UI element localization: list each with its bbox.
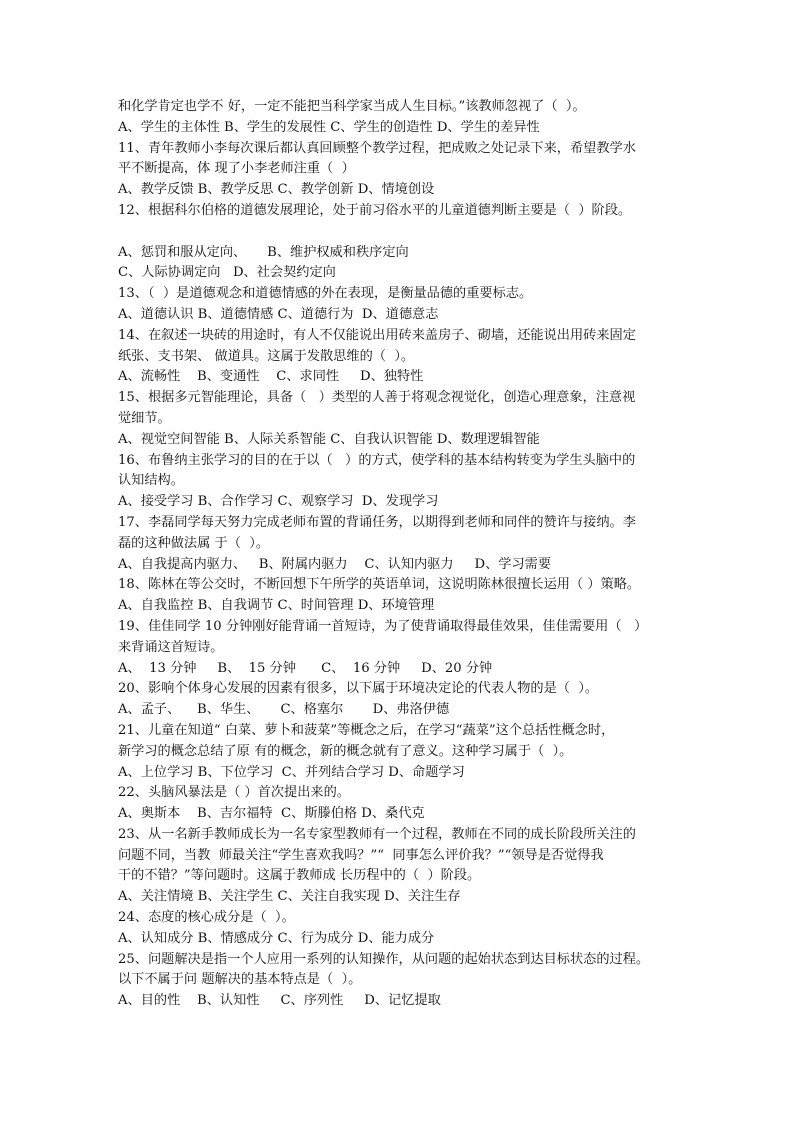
answer-options: A、自我监控 B、自我调节 C、时间管理 D、环境管理 bbox=[118, 598, 435, 614]
question-11: 11、青年教师小李每次课后都认真回顾整个教学过程，把成败之处记录下来，希望教学水 bbox=[118, 140, 636, 156]
answer-options: A、学生的主体性 B、学生的发展性 C、学生的创造性 D、学生的差异性 bbox=[118, 119, 540, 135]
question-19: 19、佳佳同学 10 分钟刚好能背诵一首短诗，为了使背诵取得最佳效果，佳佳需要用（ ） bbox=[118, 618, 648, 634]
text-line: 认知结构。 bbox=[118, 473, 184, 489]
text-line: 问题不同，当教 师最关注“学生喜欢我吗？”“ 同事怎么评价我？”“领导是否觉得我 bbox=[118, 847, 604, 863]
question-25: 25、问题解决是指一个人应用一系列的认知操作，从问题的起始状态到达目标状态的过程。 bbox=[118, 951, 650, 967]
text-line: 新学习的概念总结了原 有的概念，新的概念就有了意义。这种学习属于（ ）。 bbox=[118, 743, 573, 759]
text-line: 以下不属于问 题解决的基本特点是（ ）。 bbox=[118, 972, 362, 988]
question-22: 22、头脑风暴法是（ ）首次提出来的。 bbox=[118, 785, 350, 801]
question-14: 14、在叙述一块砖的用途时，有人不仅能说出用砖来盖房子、砌墙，还能说出用砖来固定 bbox=[118, 327, 636, 343]
text-line: 来背诵这首短诗。 bbox=[118, 639, 224, 655]
answer-options: A、上位学习 B、下位学习 C、并列结合学习 D、命题学习 bbox=[118, 764, 465, 780]
answer-options: A、流畅性 B、变通性 C、求同性 D、独特性 bbox=[118, 369, 424, 385]
answer-options: A、关注情境 B、关注学生 C、关注自我实现 D、关注生存 bbox=[118, 889, 461, 905]
question-20: 20、影响个体身心发展的因素有很多，以下属于环境决定论的代表人物的是（ ）。 bbox=[118, 681, 599, 697]
question-21: 21、儿童在知道“ 白菜、萝卜和菠菜”等概念之后，在学习“蔬菜”这个总括性概念时， bbox=[118, 722, 615, 738]
exam-text-body bbox=[118, 97, 678, 1012]
answer-options: A、接受学习 B、合作学习 C、观察学习 D、发现学习 bbox=[118, 494, 439, 510]
text-line: 平不断提高，体 现了小李老师注重（ ） bbox=[118, 161, 355, 177]
answer-options: A、奥斯本 B、吉尔福特 C、斯滕伯格 D、桑代克 bbox=[118, 806, 425, 822]
text-line: 和化学肯定也学不 好，一定不能把当科学家当成人生目标。”该教师忽视了（ ）。 bbox=[118, 99, 586, 114]
blank-line bbox=[118, 222, 678, 243]
question-15: 15、根据多元智能理论，具备（ ）类型的人善于将观念视觉化，创造心理意象，注意视 bbox=[118, 390, 636, 406]
question-13: 13、（ ）是道德观念和道德情感的外在表现，是衡量品德的重要标志。 bbox=[118, 286, 533, 302]
question-23: 23、从一名新手教师成长为一名专家型教师有一个过程，教师在不同的成长阶段所关注的 bbox=[118, 826, 636, 842]
question-24: 24、态度的核心成分是（ ）。 bbox=[118, 910, 295, 926]
question-12: 12、根据科尔伯格的道德发展理论，处于前习俗水平的儿童道德判断主要是（ ）阶段。 bbox=[118, 202, 632, 218]
answer-options: A、自我提高内驱力、 B、附属内驱力 C、认知内驱力 D、学习需要 bbox=[118, 556, 552, 572]
answer-options: A、道德认识 B、道德情感 C、道德行为 D、道德意志 bbox=[118, 306, 439, 322]
answer-options: A、 13 分钟 B、 15 分钟 C、 16 分钟 D、20 分钟 bbox=[118, 660, 493, 676]
answer-options: A、孟子、 B、华生、 C、格塞尔 D、弗洛伊德 bbox=[118, 702, 450, 718]
question-18: 18、陈林在等公交时，不断回想下午所学的英语单词，这说明陈林很擅长运用（ ）策略。 bbox=[118, 577, 641, 593]
answer-options: A、惩罚和服从定向、 B、维护权威和秩序定向 bbox=[118, 244, 409, 260]
question-17: 17、李磊同学每天努力完成老师布置的背诵任务，以期得到老师和同伴的赞许与接纳。李 bbox=[118, 514, 636, 530]
answer-options: A、教学反馈 B、教学反思 C、教学创新 D、情境创设 bbox=[118, 182, 435, 198]
answer-options: C、人际协调定向 D、社会契约定向 bbox=[118, 265, 336, 281]
answer-options: A、视觉空间智能 B、人际关系智能 C、自我认识智能 D、数理逻辑智能 bbox=[118, 431, 540, 447]
question-16: 16、布鲁纳主张学习的目的在于以（ ）的方式，使学科的基本结构转变为学生头脑中的 bbox=[118, 452, 636, 468]
text-line: 纸张、支书架、 做道具。这属于发散思维的（ ）。 bbox=[118, 348, 415, 364]
text-line: 干的不错？”等问题时。这属于教师成 长历程中的（ ）阶段。 bbox=[118, 868, 481, 884]
text-line: 磊的这种做法属 于（ ）。 bbox=[118, 535, 270, 551]
answer-options: A、目的性 B、认知性 C、序列性 D、记忆提取 bbox=[118, 993, 441, 1009]
answer-options: A、认知成分 B、情感成分 C、行为成分 D、能力成分 bbox=[118, 930, 435, 946]
text-line: 觉细节。 bbox=[118, 410, 171, 426]
